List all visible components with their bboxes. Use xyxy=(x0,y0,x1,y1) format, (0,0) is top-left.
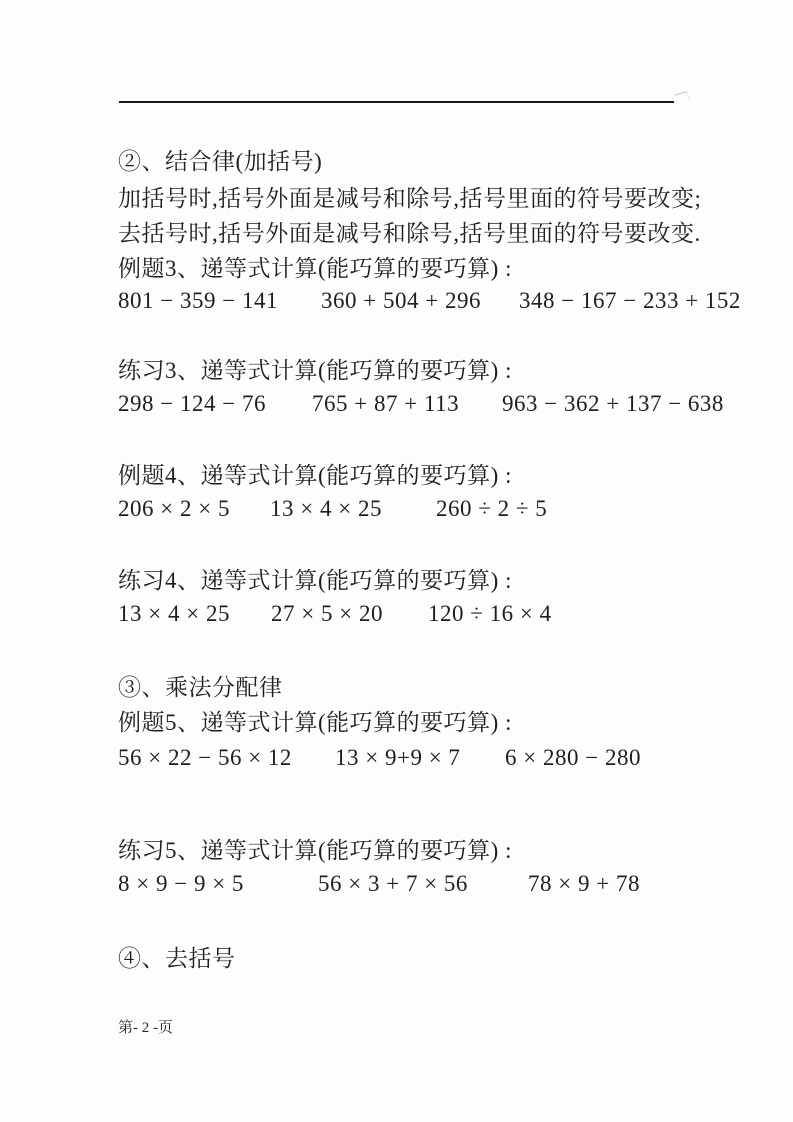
exercise-label: 例题4、递等式计算(能巧算的要巧算) : xyxy=(118,463,512,488)
math-expression: 13 × 4 × 25 xyxy=(118,601,230,626)
math-expression: 13 × 4 × 25 xyxy=(270,496,382,521)
math-expression: 56 × 22 − 56 × 12 xyxy=(118,745,292,770)
math-expression: 78 × 9 + 78 xyxy=(528,871,640,896)
practice4-expressions xyxy=(0,598,793,630)
example4-label xyxy=(0,460,793,492)
header-rule xyxy=(119,101,674,103)
math-expression: 963 − 362 + 137 − 638 xyxy=(502,391,724,416)
rule-text: 去括号时,括号外面是减号和除号,括号里面的符号要改变. xyxy=(118,221,701,246)
practice3-expressions xyxy=(0,388,793,420)
exercise-label: 练习3、递等式计算(能巧算的要巧算) : xyxy=(118,358,512,383)
exercise-label: 练习4、递等式计算(能巧算的要巧算) : xyxy=(118,568,512,593)
math-expression: 801 − 359 − 141 xyxy=(118,288,278,313)
example3-label xyxy=(0,253,793,285)
practice3-label xyxy=(0,355,793,387)
math-expression: 765 + 87 + 113 xyxy=(312,391,460,416)
math-expression: 206 × 2 × 5 xyxy=(118,496,230,521)
math-expression: 27 × 5 × 20 xyxy=(271,601,383,626)
math-expression: 13 × 9+9 × 7 xyxy=(335,745,461,770)
example5-label xyxy=(0,707,793,739)
math-expression: 348 − 167 − 233 + 152 xyxy=(519,288,741,313)
math-expression: 360 + 504 + 296 xyxy=(321,288,481,313)
page-number-footer: 第- 2 -页 xyxy=(118,1020,173,1036)
scan-artifact xyxy=(675,90,691,104)
example4-expressions xyxy=(0,493,793,525)
section-heading-distributive-law xyxy=(0,672,793,704)
math-expression: 260 ÷ 2 ÷ 5 xyxy=(436,496,548,521)
section-heading-text: ③、乘法分配律 xyxy=(118,675,283,700)
exercise-label: 例题3、递等式计算(能巧算的要巧算) : xyxy=(118,256,512,281)
exercise-label: 练习5、递等式计算(能巧算的要巧算) : xyxy=(118,838,512,863)
section-heading-text: ②、结合律(加括号) xyxy=(118,149,323,174)
math-expression: 120 ÷ 16 × 4 xyxy=(428,601,552,626)
rule-text: 加括号时,括号外面是减号和除号,括号里面的符号要改变; xyxy=(118,186,702,211)
exercise-label: 例题5、递等式计算(能巧算的要巧算) : xyxy=(118,710,512,735)
practice5-label xyxy=(0,835,793,867)
practice5-expressions xyxy=(0,868,793,900)
example5-expressions xyxy=(0,742,793,774)
math-expression: 8 × 9 − 9 × 5 xyxy=(118,871,244,896)
example3-expressions xyxy=(0,285,793,317)
practice4-label xyxy=(0,565,793,597)
math-expression: 298 − 124 − 76 xyxy=(118,391,266,416)
rule-text-remove-brackets xyxy=(0,218,793,250)
section-heading-remove-brackets xyxy=(0,943,793,975)
math-expression: 56 × 3 + 7 × 56 xyxy=(318,871,468,896)
math-expression: 6 × 280 − 280 xyxy=(505,745,641,770)
rule-text-add-brackets xyxy=(0,183,793,215)
section-heading-associative-law xyxy=(0,146,793,178)
section-heading-text: ④、去括号 xyxy=(118,946,236,971)
